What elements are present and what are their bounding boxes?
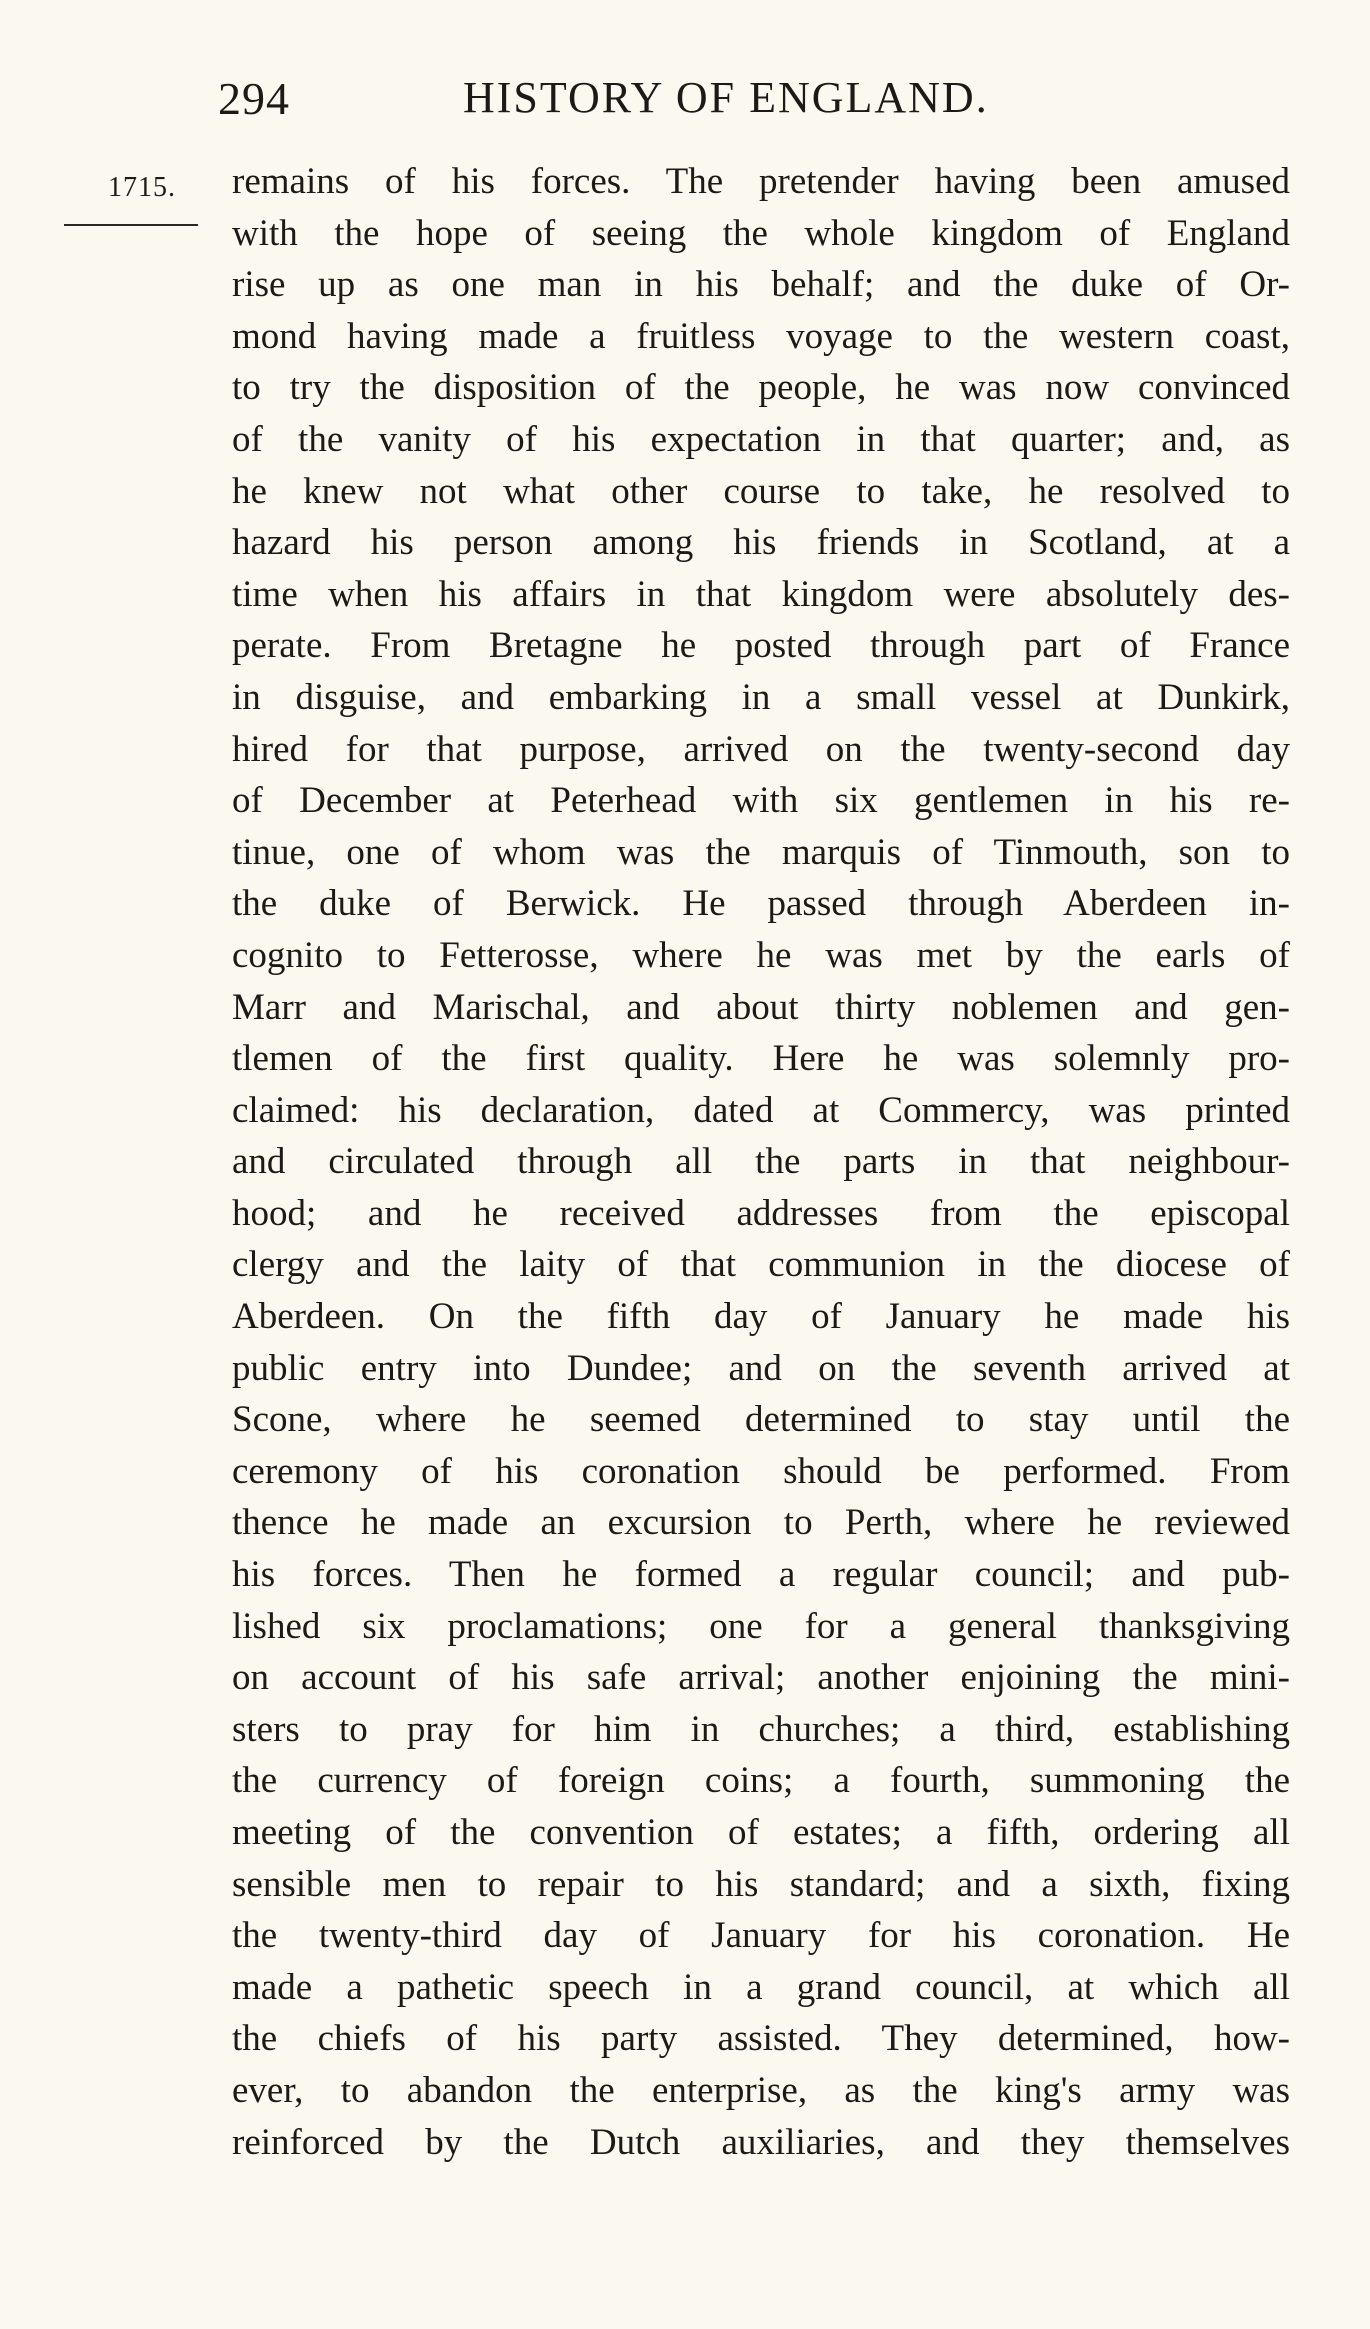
body-text: [232, 156, 1290, 2168]
text-line: ever, to abandon the enterprise, as the king's army was: [232, 2069, 1290, 2111]
text-line: rise up as one man in his behalf; and the duke of Or-: [232, 264, 1290, 306]
text-line: hazard his person among his friends in Scotland, at a: [232, 522, 1290, 564]
text-line: his forces. Then he formed a regular council; and pub-: [232, 1554, 1290, 1596]
running-header: [218, 72, 1288, 132]
text-line: on account of his safe arrival; another enjoining the mini-: [232, 1657, 1290, 1699]
text-line: claimed: his declaration, dated at Commercy, was printed: [232, 1089, 1290, 1131]
text-line: of December at Peterhead with six gentlemen in his re-: [232, 780, 1290, 822]
text-line: tinue, one of whom was the marquis of Tinmouth, son to: [232, 831, 1290, 873]
text-line: cognito to Fetterosse, where he was met by the earls of: [232, 934, 1290, 976]
text-line: thence he made an excursion to Perth, where he reviewed: [232, 1502, 1290, 1544]
text-line: sters to pray for him in churches; a third, establishing: [232, 1708, 1290, 1750]
text-line: and circulated through all the parts in that neighbour-: [232, 1141, 1290, 1183]
text-line: the currency of foreign coins; a fourth, summoning the: [232, 1760, 1290, 1802]
text-line: hood; and he received addresses from the episcopal: [232, 1192, 1290, 1234]
text-line: made a pathetic speech in a grand council, at which all: [232, 1966, 1290, 2008]
text-line: reinforced by the Dutch auxiliaries, and they themselves: [232, 2121, 1290, 2163]
text-line: Marr and Marischal, and about thirty noblemen and gen-: [232, 986, 1290, 1028]
text-line: with the hope of seeing the whole kingdom of England: [232, 212, 1290, 254]
text-line: mond having made a fruitless voyage to the western coast,: [232, 315, 1290, 357]
page-number: 294: [218, 73, 290, 124]
margin-rule: [64, 224, 198, 226]
text-line: remains of his forces. The pretender having been amused: [232, 161, 1290, 202]
text-line: Aberdeen. On the fifth day of January he made his: [232, 1296, 1290, 1338]
text-line: hired for that purpose, arrived on the twenty-second day: [232, 728, 1290, 770]
text-line: of the vanity of his expectation in that quarter; and, as: [232, 418, 1290, 460]
text-line: the chiefs of his party assisted. They determined, how-: [232, 2018, 1290, 2060]
text-line: ceremony of his coronation should be performed. From: [232, 1450, 1290, 1492]
text-line: tlemen of the first quality. Here he was solemnly pro-: [232, 1038, 1290, 1080]
text-line: Scone, where he seemed determined to stay until the: [232, 1399, 1290, 1441]
text-line: public entry into Dundee; and on the seventh arrived at: [232, 1347, 1290, 1389]
margin-year-note: 1715.: [108, 172, 176, 203]
text-line: to try the disposition of the people, he was now convinced: [232, 367, 1290, 409]
text-line: the twenty-third day of January for his coronation. He: [232, 1915, 1290, 1957]
text-line: sensible men to repair to his standard; and a sixth, fixing: [232, 1863, 1290, 1905]
text-line: lished six proclamations; one for a general thanksgiving: [232, 1605, 1290, 1647]
text-line: time when his affairs in that kingdom were absolutely des-: [232, 573, 1290, 615]
text-line: clergy and the laity of that communion in the diocese of: [232, 1244, 1290, 1286]
running-title: HISTORY OF ENGLAND.: [463, 73, 989, 122]
text-line: in disguise, and embarking in a small vessel at Dunkirk,: [232, 676, 1290, 718]
text-line: meeting of the convention of estates; a fifth, ordering all: [232, 1812, 1290, 1853]
text-line: perate. From Bretagne he posted through part of France: [232, 625, 1290, 667]
text-line: he knew not what other course to take, he resolved to: [232, 470, 1290, 512]
text-line: the duke of Berwick. He passed through Aberdeen in-: [232, 883, 1290, 925]
